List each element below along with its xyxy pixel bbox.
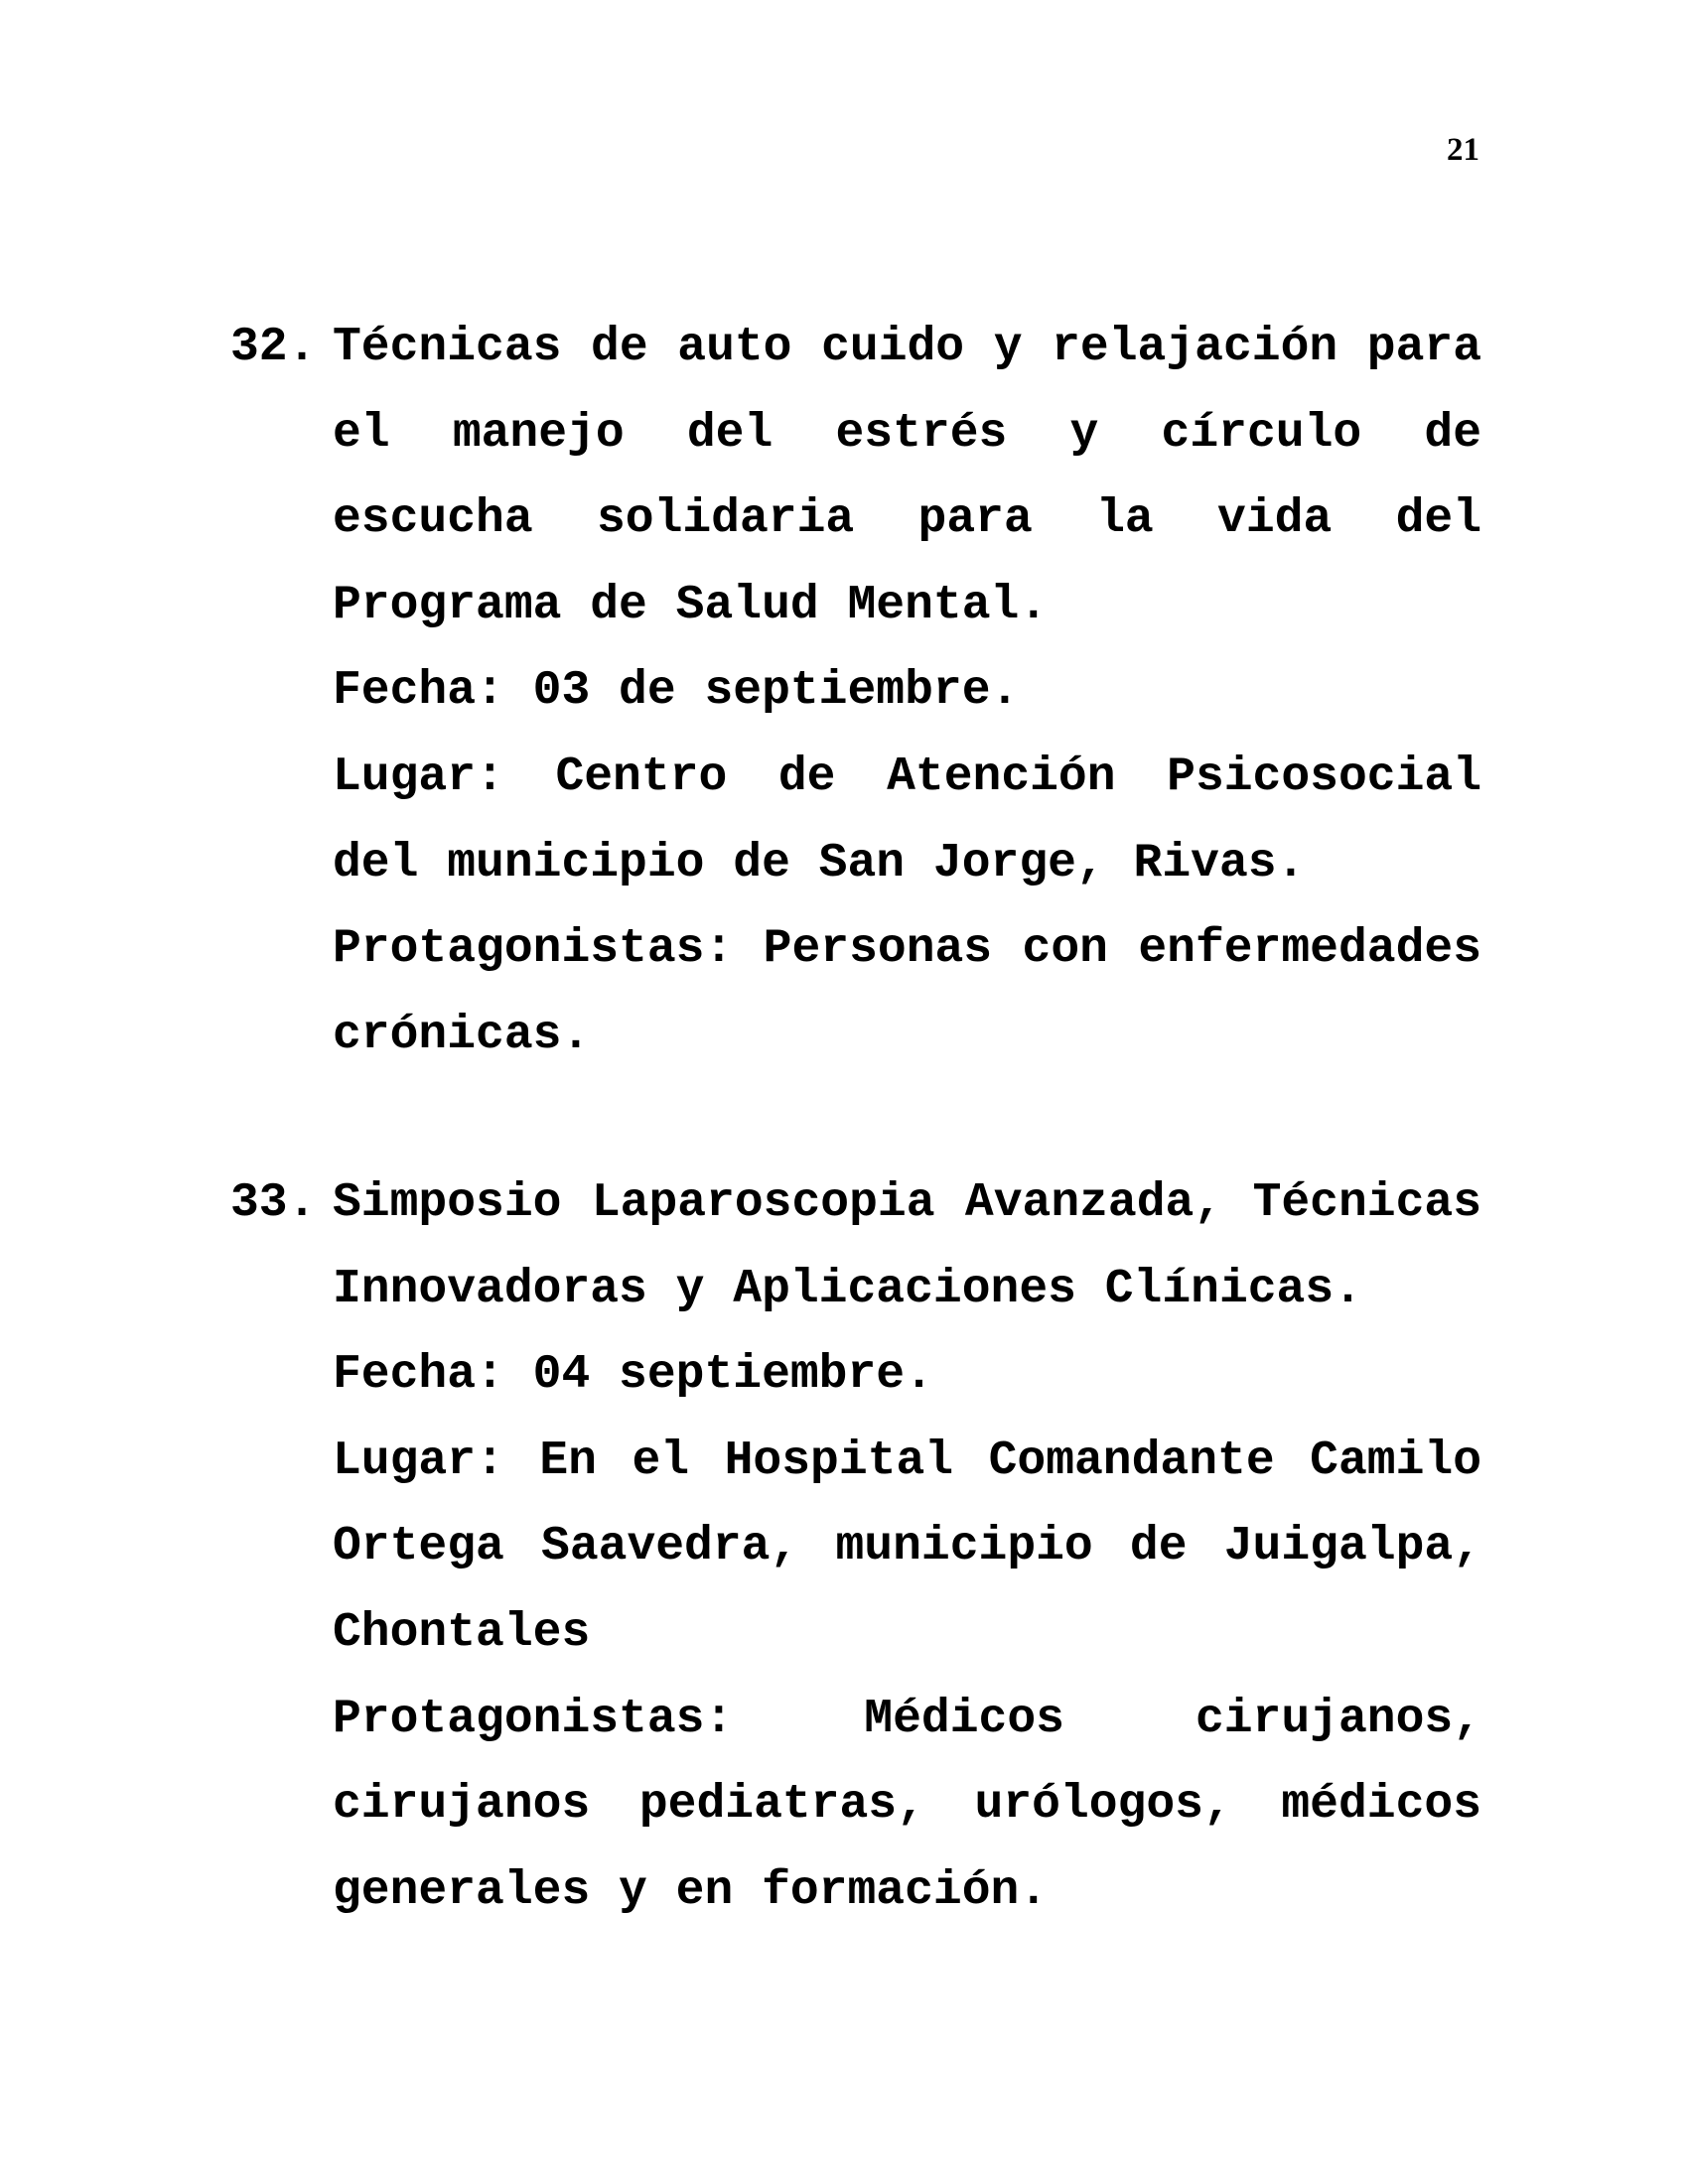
page-number: 21 [1447, 132, 1479, 168]
item-participants: Protagonistas: Personas con enfermedades crónicas. [333, 922, 1481, 1062]
list-item [230, 1160, 1481, 1934]
item-title: Simposio Laparoscopia Avanzada, Técnicas Innovadoras y Aplicaciones Clínicas. [333, 1176, 1481, 1316]
list-item [230, 305, 1481, 1078]
item-date: Fecha: 03 de septiembre. [333, 664, 1020, 719]
item-body [333, 305, 1481, 1078]
item-participants: Protagonistas: Médicos cirujanos, cirujanos pediatras, urólogos, médicos generales y en formación. [333, 1692, 1481, 1918]
item-body [333, 1160, 1481, 1934]
item-number: 32. [230, 321, 317, 374]
item-number: 33. [230, 1176, 317, 1230]
item-title: Técnicas de auto cuido y relajación para el manejo del estrés y círculo de escucha solidaria para la vida del Programa de Salud Mental. [333, 321, 1481, 632]
item-place: Lugar: Centro de Atención Psicosocial del municipio de San Jorge, Rivas. [333, 750, 1481, 890]
item-place: Lugar: En el Hospital Comandante Camilo Ortega Saavedra, municipio de Juigalpa, Chontales [333, 1433, 1481, 1660]
item-date: Fecha: 04 septiembre. [333, 1348, 933, 1403]
